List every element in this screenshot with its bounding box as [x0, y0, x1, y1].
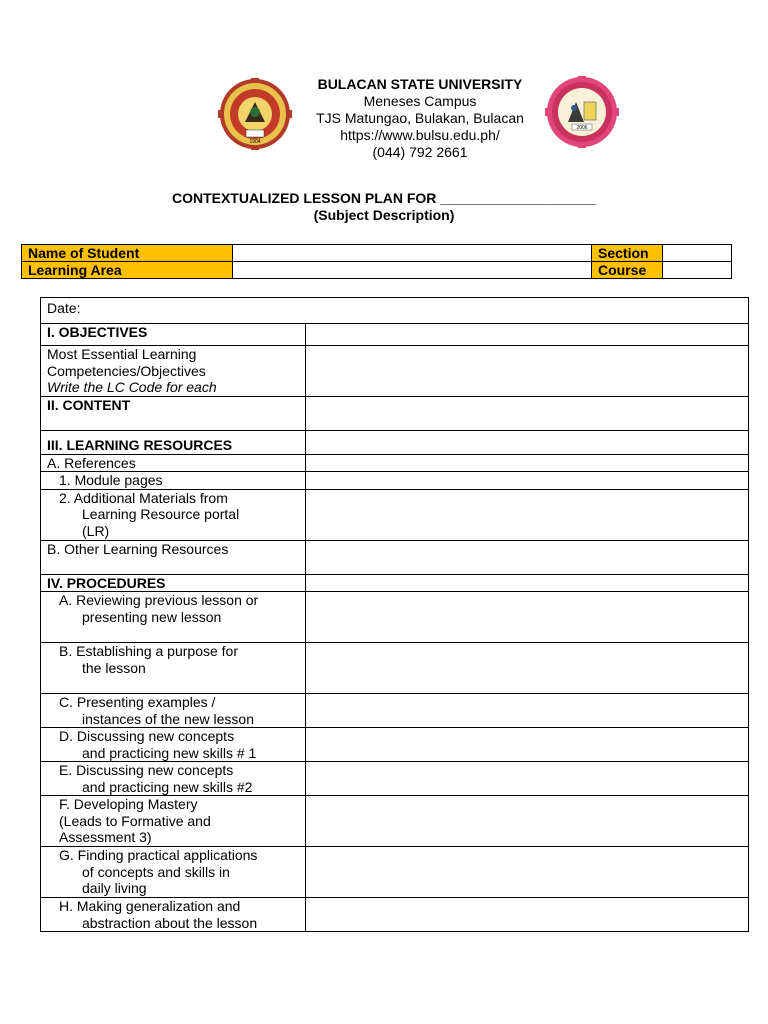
area-field[interactable] [233, 262, 592, 279]
melc-line3: Write the LC Code for each [47, 379, 217, 395]
melc-cell [41, 346, 306, 397]
procedure-a-field[interactable] [306, 592, 749, 643]
date-row[interactable]: Date: [41, 298, 749, 324]
procedure-g-cell [41, 847, 306, 898]
procedure-f-line3: Assessment 3) [59, 829, 152, 845]
procedure-g-field[interactable] [306, 847, 749, 898]
module-pages-label: 1. Module pages [41, 472, 306, 490]
right-seal-year: 2006 [576, 125, 588, 131]
procedure-h-cell [41, 898, 306, 932]
area-label: Learning Area [22, 262, 233, 279]
procedure-e-field[interactable] [306, 762, 749, 796]
procedure-f-line2: (Leads to Formative and [59, 812, 211, 829]
name-label: Name of Student [22, 245, 233, 262]
procedure-d-line2: and practicing new skills # 1 [82, 744, 257, 761]
additional-materials-cell [41, 489, 306, 540]
melc-line2: Competencies/Objectives [47, 362, 206, 379]
content-heading: II. CONTENT [41, 397, 306, 431]
references-label: References [64, 454, 136, 471]
course-field[interactable] [663, 262, 732, 279]
bulsu-seal-logo [218, 78, 292, 150]
references-cell [41, 454, 306, 472]
section-label: Section [592, 245, 663, 262]
procedure-f-field[interactable] [306, 796, 749, 847]
procedure-h-field[interactable] [306, 898, 749, 932]
student-info-table [21, 244, 732, 279]
section-field[interactable] [663, 245, 732, 262]
resources-field[interactable] [306, 431, 749, 455]
procedure-g-line1: G. Finding practical applications [59, 847, 258, 863]
procedure-d-line1: D. Discussing new concepts [59, 728, 235, 744]
melc-line1: Most Essential Learning [47, 346, 197, 362]
procedure-b-line1: B. Establishing a purpose for [59, 643, 238, 659]
procedure-h-line2: abstraction about the lesson [82, 914, 258, 931]
procedure-b-field[interactable] [306, 643, 749, 694]
procedure-d-field[interactable] [306, 728, 749, 762]
procedure-f-cell [41, 796, 306, 847]
module-pages-field[interactable] [306, 472, 749, 490]
addl-line2: Learning Resource portal [82, 506, 240, 522]
addl-line3: (LR) [82, 522, 110, 539]
procedure-g-line3: daily living [82, 880, 147, 896]
left-seal-year: 1904 [249, 139, 261, 145]
content-field[interactable] [306, 397, 749, 431]
title-line: CONTEXTUALIZED LESSON PLAN FOR ____________________ [171, 190, 597, 206]
procedure-c-field[interactable] [306, 694, 749, 728]
campus-address: TJS Matungao, Bulakan, Bulacan [316, 110, 524, 126]
procedure-b-line2: the lesson [82, 659, 146, 676]
procedure-c-line1: C. Presenting examples / [59, 694, 216, 710]
procedure-g-line2: of concepts and skills in [82, 863, 230, 880]
university-name: BULACAN STATE UNIVERSITY [317, 76, 523, 92]
campus-seal-logo [545, 76, 619, 148]
other-resources-field[interactable] [306, 540, 749, 574]
objectives-heading: I. OBJECTIVES [41, 324, 306, 346]
procedure-d-cell [41, 728, 306, 762]
procedure-a-line2: presenting new lesson [82, 608, 222, 625]
subject-description: (Subject Description) [313, 207, 455, 223]
name-field[interactable] [233, 245, 592, 262]
website-link[interactable]: https://www.bulsu.edu.ph/ [340, 127, 500, 143]
objectives-field[interactable] [306, 324, 749, 346]
addl-line1: 2. Additional Materials from [59, 489, 228, 506]
references-field[interactable] [306, 454, 749, 472]
procedures-field[interactable] [306, 574, 749, 592]
other-resources-label: B. Other Learning Resources [41, 540, 306, 574]
university-header [300, 76, 540, 161]
lesson-plan-table [40, 297, 749, 932]
procedure-c-line2: instances of the new lesson [82, 710, 254, 727]
procedure-a-cell [41, 592, 306, 643]
procedure-a-line1: A. Reviewing previous lesson or [59, 592, 259, 608]
procedure-e-line1: E. Discussing new concepts [59, 762, 234, 778]
campus-name: Meneses Campus [363, 93, 477, 109]
procedure-e-cell [41, 762, 306, 796]
course-label: Course [592, 262, 663, 279]
procedure-c-cell [41, 694, 306, 728]
lesson-plan-title [100, 190, 668, 224]
procedure-h-line1: H. Making generalization and [59, 898, 241, 914]
resources-heading: III. LEARNING RESOURCES [41, 431, 306, 455]
procedure-f-line1: F. Developing Mastery [59, 796, 198, 812]
additional-materials-field[interactable] [306, 489, 749, 540]
phone-number: (044) 792 2661 [372, 144, 468, 160]
procedure-e-line2: and practicing new skills #2 [82, 778, 253, 795]
melc-field[interactable] [306, 346, 749, 397]
references-letter: A. [47, 454, 61, 471]
procedure-b-cell [41, 643, 306, 694]
procedures-heading: IV. PROCEDURES [41, 574, 306, 592]
